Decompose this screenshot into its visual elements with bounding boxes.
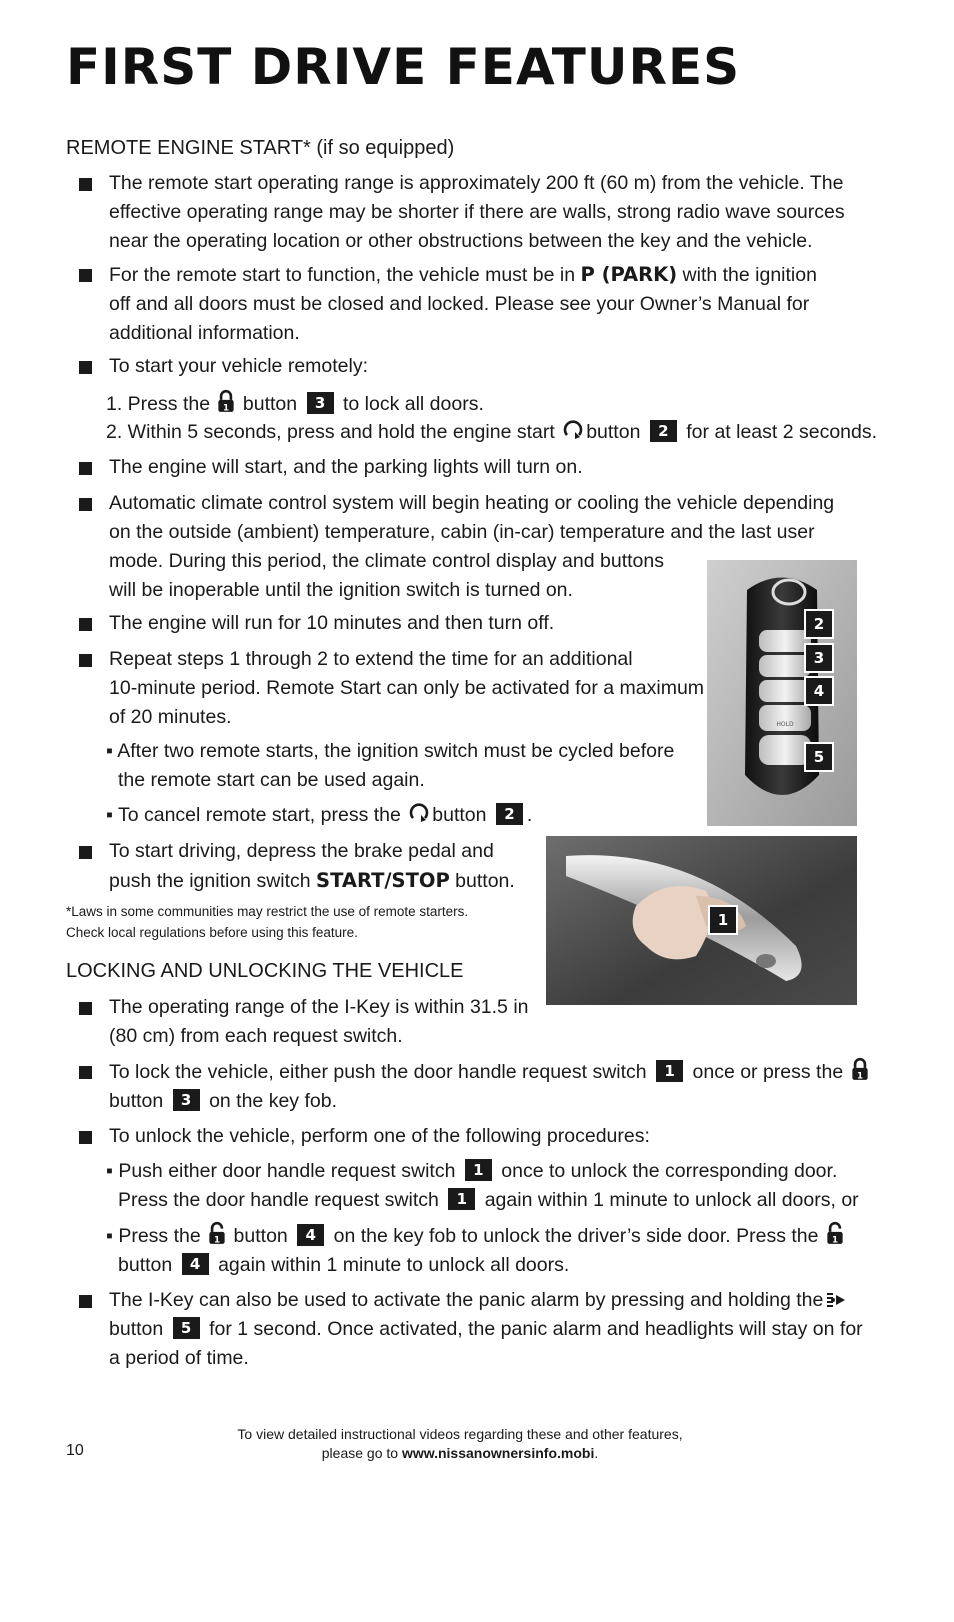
bullet-square	[79, 1002, 92, 1015]
bullet-square	[79, 498, 92, 511]
list-item-text: To start driving, depress the brake pedal and push the ignition switch START/STOP button.	[109, 840, 515, 892]
list-item	[79, 609, 554, 638]
badge-5: 5	[173, 1317, 200, 1339]
badge-2: 2	[496, 803, 523, 825]
badge-1: 1	[448, 1188, 475, 1210]
list-item-text: To lock the vehicle, either push the door handle request switch 1 once or press the button 3 on the key fob.	[109, 1057, 871, 1116]
door-handle-image	[546, 836, 857, 1005]
list-item-text: The engine will run for 10 minutes and then turn off.	[109, 612, 555, 634]
park-label: P (PARK)	[580, 263, 678, 286]
badge-3: 3	[307, 392, 334, 414]
badge-4: 4	[182, 1253, 209, 1275]
list-item-text: Repeat steps 1 through 2 to extend the time for an additional 10-minute period. Remote Start can only be activated for a maximum of 20 minutes.	[109, 648, 705, 728]
list-item	[79, 645, 704, 732]
bullet-square	[79, 654, 92, 667]
owners-info-link[interactable]: www.nissanownersinfo.mobi	[401, 1445, 595, 1461]
list-item-text: To start your vehicle remotely:	[109, 355, 369, 377]
list-item-text: The operating range of the I-Key is within 31.5 in (80 cm) from each request switch.	[109, 996, 529, 1047]
badge-2: 2	[650, 420, 677, 442]
list-item	[79, 352, 368, 381]
list-item-text: The I-Key can also be used to activate the panic alarm by pressing and holding the button 5 for 1 second. Once activated, the panic alarm and headlights will stay on for a period of time.	[109, 1289, 863, 1369]
sub-item: ▪ After two remote starts, the ignition switch must be cycled before the remote start can be used again.	[106, 740, 675, 791]
badge-3: 3	[173, 1089, 200, 1111]
fob-label-2: 2	[804, 609, 834, 639]
bullet-square	[79, 361, 92, 374]
unlock-icon	[826, 1221, 844, 1245]
badge-1: 1	[656, 1060, 683, 1082]
bullet-square	[79, 618, 92, 631]
start-stop-label: START/STOP	[316, 869, 450, 892]
step-1: 1. Press the button 3 to lock all doors.	[106, 389, 484, 419]
engine-start-icon	[408, 802, 430, 824]
bullet-square	[79, 1295, 92, 1308]
bullet-square	[79, 178, 92, 191]
fob-label-5: 5	[804, 742, 834, 772]
fob-label-3: 3	[804, 643, 834, 673]
list-item-text: The remote start operating range is approximately 200 ft (60 m) from the vehicle. The effective operating range may be shorter if there are walls, strong radio wave sources near the operating location or other obstructions between the key and the vehicle.	[109, 172, 845, 252]
footnote: *Laws in some communities may restrict the use of remote starters. Check local regulations before using this feature.	[66, 904, 469, 940]
door-label-1: 1	[708, 905, 738, 935]
bullet-square	[79, 462, 92, 475]
list-item-text: To unlock the vehicle, perform one of the following procedures:	[109, 1125, 650, 1147]
fob-label-4: 4	[804, 676, 834, 706]
list-item	[79, 1286, 863, 1373]
list-item	[79, 1057, 871, 1116]
list-item-text: The engine will start, and the parking lights will turn on.	[109, 456, 583, 478]
list-item	[79, 837, 515, 896]
key-fob-image	[707, 560, 857, 826]
locking-heading: LOCKING AND UNLOCKING THE VEHICLE	[66, 960, 464, 982]
footer-line-2: please go to www.nissanownersinfo.mobi.	[321, 1445, 599, 1461]
door-handle-photo	[546, 836, 857, 1005]
list-item	[79, 453, 583, 482]
list-item	[79, 993, 529, 1051]
panic-icon	[825, 1291, 847, 1309]
list-item	[79, 1122, 650, 1151]
bullet-square	[79, 1131, 92, 1144]
page-number: 10	[66, 1442, 84, 1459]
list-item	[79, 260, 819, 348]
footer	[200, 1425, 720, 1463]
page-title: FIRST DRIVE FEATURES	[66, 38, 741, 96]
bullet-square	[79, 1066, 92, 1079]
badge-1: 1	[465, 1159, 492, 1181]
bullet-square	[79, 846, 92, 859]
list-item	[79, 169, 849, 256]
unlock-icon	[208, 1221, 226, 1245]
fob-hold-text: HOLD	[776, 721, 794, 728]
step-2: 2. Within 5 seconds, press and hold the engine start button 2 for at least 2 seconds.	[106, 421, 878, 443]
sub-item: ▪ Push either door handle request switch 1 once to unlock the corresponding door. Press the door handle request switch 1 again within 1 minute to unlock all doors, or	[106, 1160, 859, 1211]
engine-start-icon	[562, 419, 584, 441]
list-item-text: For the remote start to function, the vehicle must be in P (PARK) with the ignition off and all doors must be closed and locked. Please see your Owner’s Manual for additional information.	[109, 263, 817, 344]
bullet-square	[79, 269, 92, 282]
sub-item: ▪ Press the button 4 on the key fob to unlock the driver’s side door. Press the button 4 again within 1 minute to unlock all doors.	[106, 1221, 846, 1280]
sub-item: ▪ To cancel remote start, press the button 2 .	[106, 804, 533, 826]
remote-start-heading: REMOTE ENGINE START* (if so equipped)	[66, 137, 455, 159]
badge-4: 4	[297, 1224, 324, 1246]
footer-line-1: To view detailed instructional videos regarding these and other features,	[237, 1426, 683, 1442]
lock-icon	[851, 1057, 869, 1081]
key-fob-photo	[707, 560, 857, 826]
list-item-text: Automatic climate control system will begin heating or cooling the vehicle depending on the outside (ambient) temperature, cabin (in-car) temperature and the last user mode. During this period, the climate control display and buttons will be inoperable until the ignition switch is turned on.	[109, 492, 835, 601]
lock-icon	[217, 389, 235, 413]
